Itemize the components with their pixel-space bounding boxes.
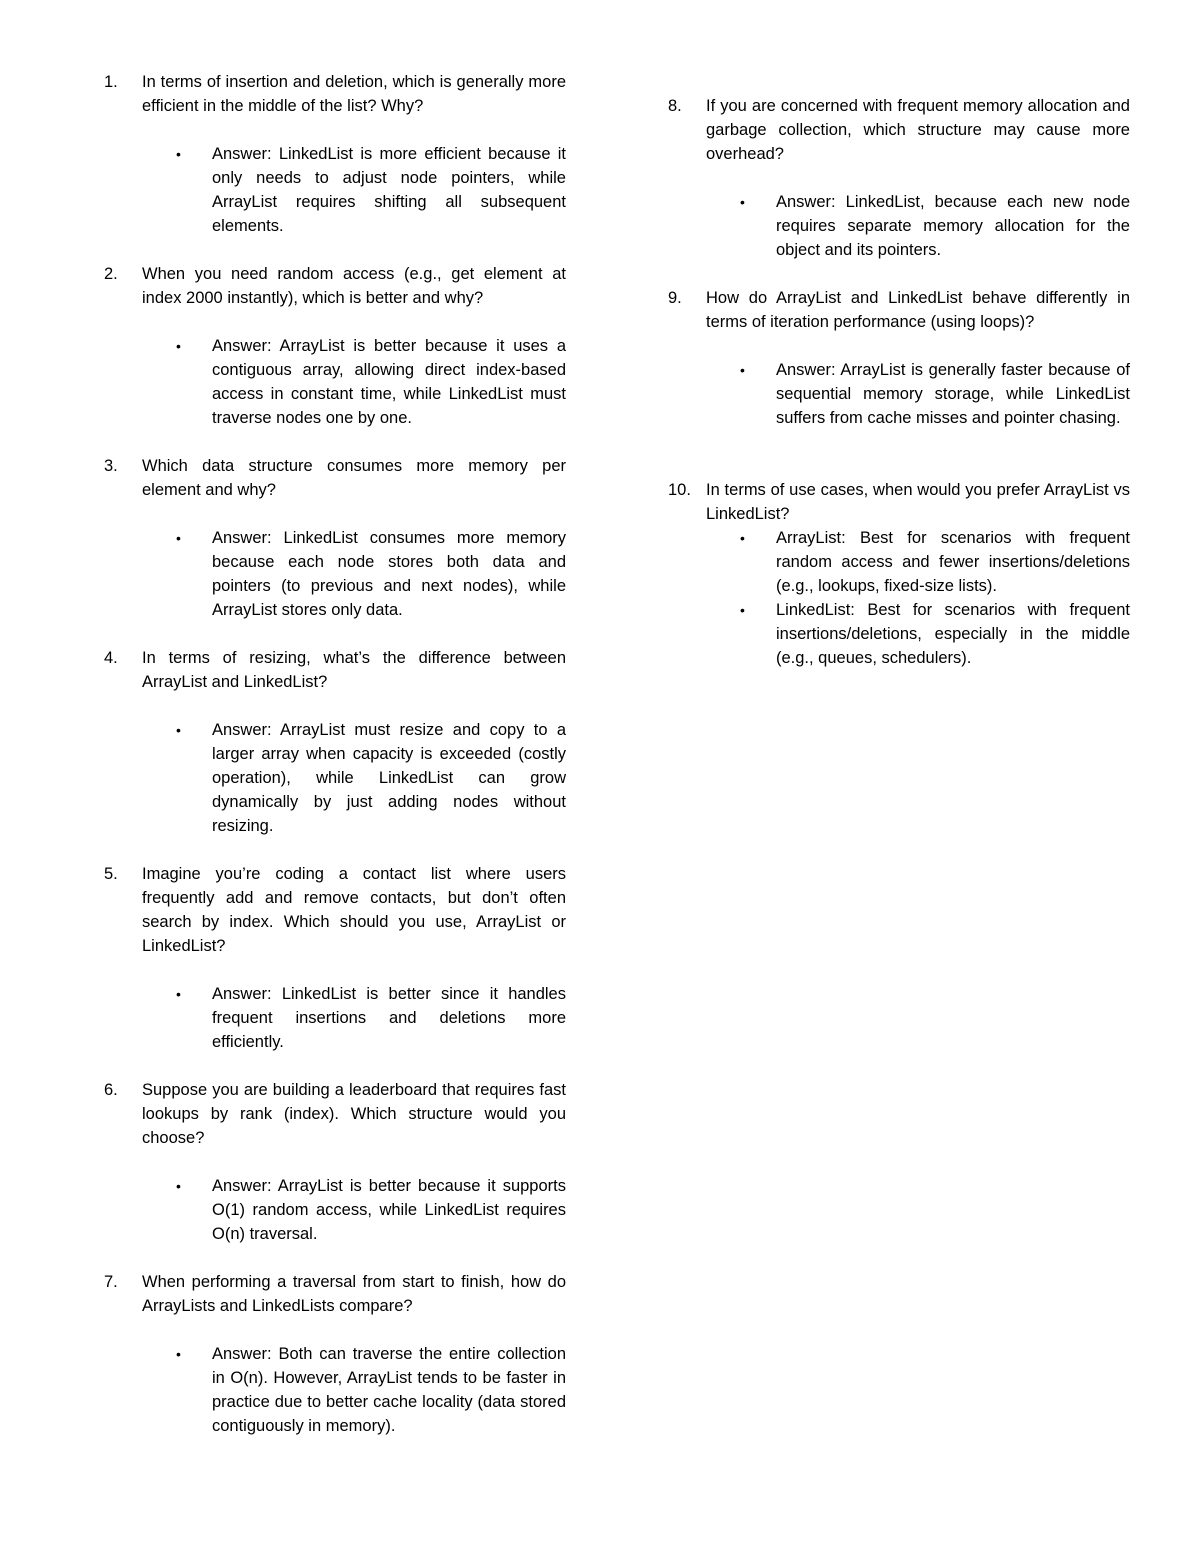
bullet-icon: • <box>176 338 181 354</box>
answer-item <box>740 358 1130 430</box>
question-number: 5. <box>104 865 118 883</box>
question-text: In terms of resizing, what’s the difference between ArrayList and LinkedList? <box>142 649 566 691</box>
answer-item <box>740 526 1130 598</box>
question-number: 6. <box>104 1081 118 1099</box>
answer-list <box>668 526 1130 670</box>
question-item-9 <box>668 286 1130 334</box>
answer-list <box>104 334 566 430</box>
answer-item <box>176 1342 566 1438</box>
bullet-icon: • <box>176 722 181 738</box>
bullet-icon: • <box>740 530 745 546</box>
answer-item <box>176 718 566 838</box>
question-item-7 <box>104 1270 566 1318</box>
answer-item <box>176 142 566 238</box>
bullet-icon: • <box>740 602 745 618</box>
question-item-3 <box>104 454 566 502</box>
question-item-8 <box>668 94 1130 166</box>
answer-item <box>176 982 566 1054</box>
answer-text: Answer: ArrayList must resize and copy to a larger array when capacity is exceeded (costly operation), while LinkedList can grow dynamically by just adding nodes without resizing. <box>212 721 566 835</box>
answer-item <box>740 598 1130 670</box>
bullet-icon: • <box>176 986 181 1002</box>
answer-text: Answer: LinkedList is more efficient because it only needs to adjust node pointers, while ArrayList requires shifting all subsequent elements. <box>212 145 566 235</box>
question-number: 3. <box>104 457 118 475</box>
answer-item <box>176 334 566 430</box>
bullet-icon: • <box>176 1346 181 1362</box>
question-number: 8. <box>668 97 682 115</box>
question-number: 4. <box>104 649 118 667</box>
question-item-5 <box>104 862 566 958</box>
question-text: When you need random access (e.g., get element at index 2000 instantly), which is better and why? <box>142 265 566 307</box>
question-text: In terms of use cases, when would you prefer ArrayList vs LinkedList? <box>706 481 1130 523</box>
answer-list <box>668 190 1130 262</box>
question-number: 7. <box>104 1273 118 1291</box>
answer-text: Answer: LinkedList, because each new node requires separate memory allocation for the object and its pointers. <box>776 193 1130 259</box>
answer-item <box>740 190 1130 262</box>
question-text: Imagine you’re coding a contact list where users frequently add and remove contacts, but don’t often search by index. Which should you use, ArrayList or LinkedList? <box>142 865 566 955</box>
bullet-icon: • <box>176 146 181 162</box>
question-text: Suppose you are building a leaderboard that requires fast lookups by rank (index). Which structure would you choose? <box>142 1081 566 1147</box>
question-item-10 <box>668 478 1130 526</box>
answer-text: Answer: LinkedList is better since it handles frequent insertions and deletions more efficiently. <box>212 985 566 1051</box>
bullet-icon: • <box>176 1178 181 1194</box>
question-text: If you are concerned with frequent memory allocation and garbage collection, which structure may cause more overhead? <box>706 97 1130 163</box>
question-item-6 <box>104 1078 566 1150</box>
answer-list <box>104 1342 566 1438</box>
bullet-icon: • <box>740 362 745 378</box>
right-column <box>668 94 1130 670</box>
answer-list <box>104 1174 566 1246</box>
question-text: When performing a traversal from start to finish, how do ArrayLists and LinkedLists compare? <box>142 1273 566 1315</box>
question-text: Which data structure consumes more memory per element and why? <box>142 457 566 499</box>
answer-text: ArrayList: Best for scenarios with frequent random access and fewer insertions/deletions (e.g., lookups, fixed-size lists). <box>776 529 1130 595</box>
question-number: 2. <box>104 265 118 283</box>
answer-text: Answer: Both can traverse the entire collection in O(n). However, ArrayList tends to be faster in practice due to better cache locality (data stored contiguously in memory). <box>212 1345 566 1435</box>
answer-text: Answer: ArrayList is better because it supports O(1) random access, while LinkedList requires O(n) traversal. <box>212 1177 566 1243</box>
answer-list <box>104 142 566 238</box>
answer-item <box>176 1174 566 1246</box>
question-number: 10. <box>668 481 691 499</box>
answer-list <box>104 718 566 838</box>
answer-text: Answer: ArrayList is generally faster because of sequential memory storage, while LinkedList suffers from cache misses and pointer chasing. <box>776 361 1130 427</box>
bullet-icon: • <box>176 530 181 546</box>
question-item-4 <box>104 646 566 694</box>
question-number: 1. <box>104 73 118 91</box>
question-number: 9. <box>668 289 682 307</box>
answer-item <box>176 526 566 622</box>
answer-text: Answer: LinkedList consumes more memory because each node stores both data and pointers (to previous and next nodes), while ArrayList stores only data. <box>212 529 566 619</box>
question-text: How do ArrayList and LinkedList behave differently in terms of iteration performance (using loops)? <box>706 289 1130 331</box>
bullet-icon: • <box>740 194 745 210</box>
answer-list <box>104 982 566 1054</box>
answer-text: Answer: ArrayList is better because it uses a contiguous array, allowing direct index-based access in constant time, while LinkedList must traverse nodes one by one. <box>212 337 566 427</box>
question-item-1 <box>104 70 566 118</box>
question-text: In terms of insertion and deletion, which is generally more efficient in the middle of the list? Why? <box>142 73 566 115</box>
question-item-2 <box>104 262 566 310</box>
answer-text: LinkedList: Best for scenarios with frequent insertions/deletions, especially in the middle (e.g., queues, schedulers). <box>776 601 1130 667</box>
answer-list <box>104 526 566 622</box>
left-column <box>104 70 566 1438</box>
answer-list <box>668 358 1130 430</box>
